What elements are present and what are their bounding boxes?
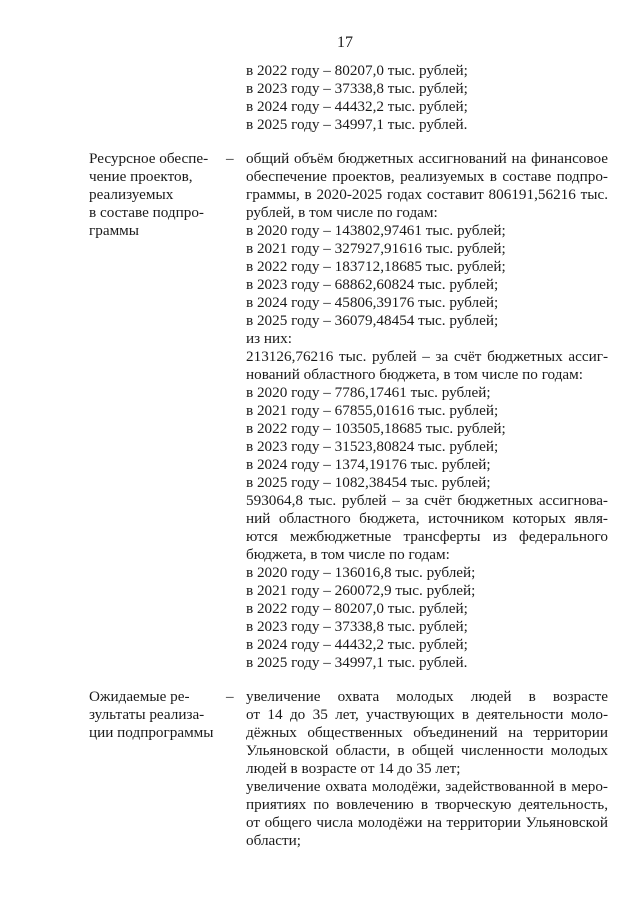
text-line: из них:: [246, 330, 292, 347]
text-line: рублей, в том числе по годам:: [246, 204, 438, 221]
text-line: от 14 до 35 лет, участвующих в деятельности моло-: [246, 706, 608, 723]
section-label-line: в составе подпро-: [89, 204, 204, 221]
text-line: ний областного бюджета, источником которых явля-: [246, 510, 608, 527]
separator-dash: –: [226, 688, 234, 705]
section-label-line: ции подпрограммы: [89, 724, 214, 741]
text-line: в 2022 году – 103505,18685 тыс. рублей;: [246, 420, 506, 437]
text-line: в 2021 году – 67855,01616 тыс. рублей;: [246, 402, 499, 419]
text-line: в 2021 году – 260072,9 тыс. рублей;: [246, 582, 476, 599]
text-line: в 2025 году – 1082,38454 тыс. рублей;: [246, 474, 491, 491]
text-line: общий объём бюджетных ассигнований на финансовое: [246, 150, 608, 167]
text-line: обеспечение проектов, реализуемых в составе подпро-: [246, 168, 608, 185]
text-line: ются межбюджетные трансферты из федерального: [246, 528, 608, 545]
text-line: области;: [246, 832, 301, 849]
text-line: в 2020 году – 7786,17461 тыс. рублей;: [246, 384, 491, 401]
text-line: в 2022 году – 183712,18685 тыс. рублей;: [246, 258, 506, 275]
text-line: в 2025 году – 34997,1 тыс. рублей.: [246, 654, 468, 671]
text-line: в 2023 году – 37338,8 тыс. рублей;: [246, 618, 468, 635]
text-line: увеличение охвата молодёжи, задействованной в меро-: [246, 778, 608, 795]
text-line: граммы, в 2020-2025 годах составит 806191,56216 тыс.: [246, 186, 608, 203]
section-label-line: Ожидаемые ре-: [89, 688, 190, 705]
text-line: в 2025 году – 36079,48454 тыс. рублей;: [246, 312, 499, 329]
text-line: в 2023 году – 68862,60824 тыс. рублей;: [246, 276, 499, 293]
text-line: в 2024 году – 1374,19176 тыс. рублей;: [246, 456, 491, 473]
text-line: в 2024 году – 45806,39176 тыс. рублей;: [246, 294, 499, 311]
section-label-line: чение проектов,: [89, 168, 193, 185]
text-line: в 2020 году – 143802,97461 тыс. рублей;: [246, 222, 506, 239]
section-label-line: граммы: [89, 222, 139, 239]
text-line: дёжных общественных объединений на территории: [246, 724, 608, 741]
text-line: 213126,76216 тыс. рублей – за счёт бюджетных ассиг-: [246, 348, 608, 365]
text-line: от общего числа молодёжи на территории Ульяновской: [246, 814, 608, 831]
section-label-line: реализуемых: [89, 186, 174, 203]
text-line: в 2021 году – 327927,91616 тыс. рублей;: [246, 240, 506, 257]
text-line: людей в возрасте от 14 до 35 лет;: [246, 760, 461, 777]
text-line: приятиях по вовлечению в творческую деятельность,: [246, 796, 608, 813]
text-line: бюджета, в том числе по годам:: [246, 546, 450, 563]
text-line: в 2023 году – 31523,80824 тыс. рублей;: [246, 438, 499, 455]
text-line: 593064,8 тыс. рублей – за счёт бюджетных ассигнова-: [246, 492, 608, 509]
text-line: увеличение охвата молодых людей в возрасте: [246, 688, 608, 705]
text-line: в 2024 году – 44432,2 тыс. рублей;: [246, 98, 468, 115]
section-label-line: Ресурсное обеспе-: [89, 150, 209, 167]
page-number: 17: [337, 34, 353, 51]
text-line: в 2023 году – 37338,8 тыс. рублей;: [246, 80, 468, 97]
text-line: в 2022 году – 80207,0 тыс. рублей;: [246, 600, 468, 617]
separator-dash: –: [226, 150, 234, 167]
text-line: нований областного бюджета, в том числе по годам:: [246, 366, 583, 383]
section-label-line: зультаты реализа-: [89, 706, 205, 723]
text-line: Ульяновской области, в общей численности молодых: [246, 742, 608, 759]
text-line: в 2020 году – 136016,8 тыс. рублей;: [246, 564, 476, 581]
text-line: в 2025 году – 34997,1 тыс. рублей.: [246, 116, 468, 133]
text-line: в 2024 году – 44432,2 тыс. рублей;: [246, 636, 468, 653]
text-line: в 2022 году – 80207,0 тыс. рублей;: [246, 62, 468, 79]
